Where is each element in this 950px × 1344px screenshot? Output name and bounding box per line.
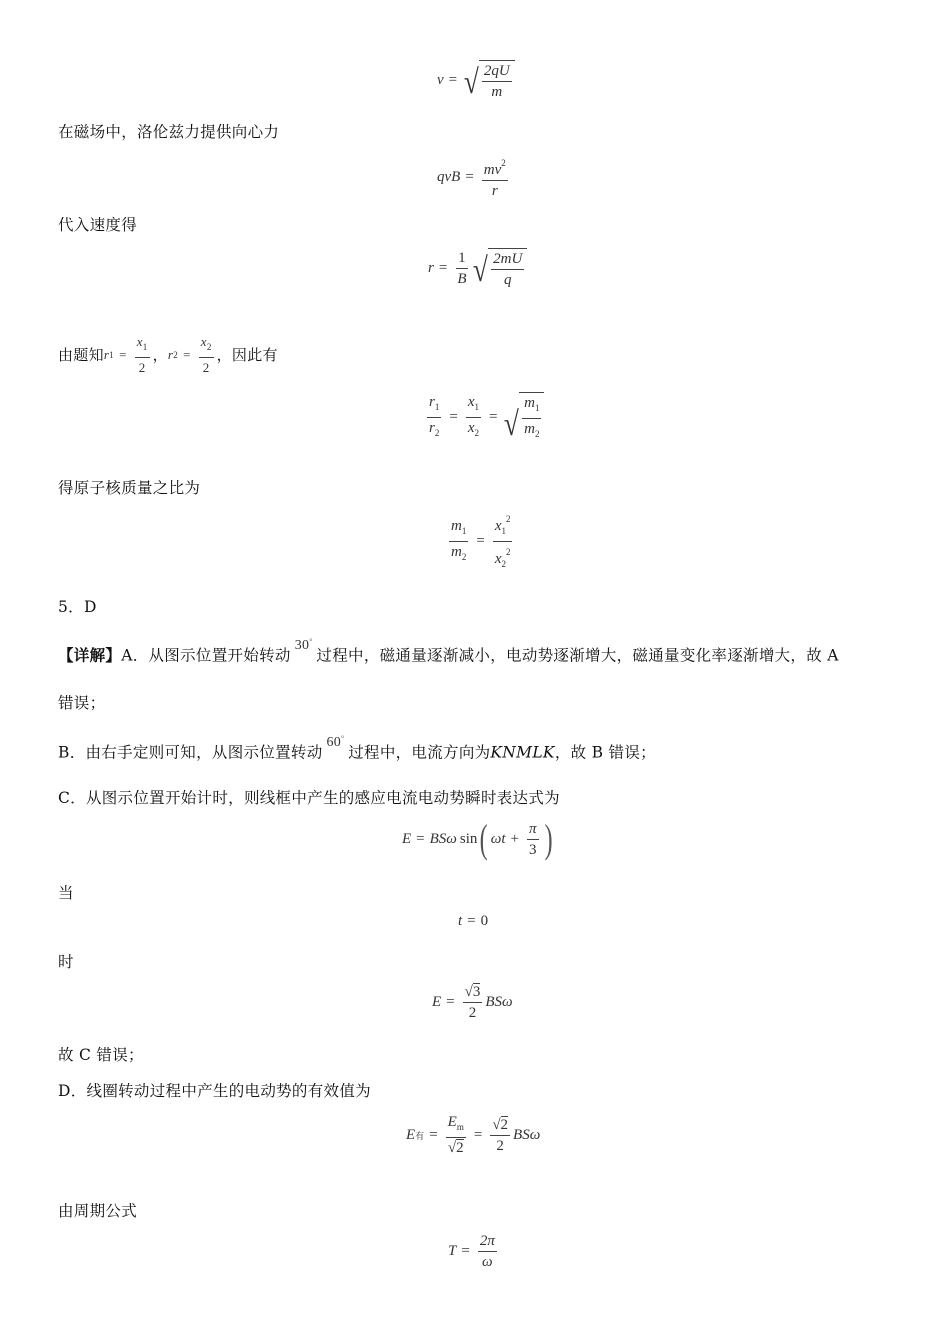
text-substitute: 代入速度得 — [58, 216, 138, 234]
text-given-radii: 由题知 r 1 = $\frac{x_1}{2}$ ， r 2 = $\frac{x_2}{2}$ ，因此有 — [58, 334, 278, 375]
formula-period: T = $\frac{2\pi}{\omega}$ — [448, 1233, 495, 1270]
text-when: 当 — [58, 884, 74, 902]
text-c-wrong: 故 C 错误； — [58, 1046, 144, 1064]
text-lorentz: 在磁场中，洛伦兹力提供向心力 — [58, 123, 280, 141]
formula-emf-rms: E 有 = $\frac{E_m}{√2}$ = $\frac{√2}{2}$ BSω — [406, 1114, 541, 1156]
formula-emf-instant: E = BSω sin ( ωt + $\frac{\pi}{3}$ ) — [402, 816, 553, 861]
text-at-time: 时 — [58, 953, 74, 971]
text-period-formula: 由周期公式 — [58, 1202, 138, 1220]
formula-emf-at-zero: E = $\frac{√3}{2}$ BSω — [432, 984, 513, 1021]
question-5-answer: 5．D — [58, 598, 97, 616]
formula-mass-ratio: $\frac{m_1}{m_2}$ = $\frac{x_1^2}{x_2^2}$ — [446, 511, 515, 572]
detail-b: B．由右手定则可知，从图示位置转动60°过程中，电流方向为KNMLK，故 B 错误； — [58, 734, 656, 762]
text-mass-ratio: 得原子核质量之比为 — [58, 479, 201, 497]
detail-a-line2: 错误； — [58, 694, 106, 712]
formula-radius: r = $\frac{1}{B}$ √ $\frac{2mU}{q}$ — [428, 248, 527, 288]
formula-velocity: v = √ $\frac{2qU}{m}$ — [437, 60, 515, 100]
detail-c: C．从图示位置开始计时，则线框中产生的感应电流电动势瞬时表达式为 — [58, 789, 560, 807]
formula-centripetal: qvB = $\frac{mv^2}{r}$ — [437, 155, 511, 199]
detail-d: D．线圈转动过程中产生的电动势的有效值为 — [58, 1082, 371, 1100]
formula-t-zero: t = 0 — [458, 913, 489, 929]
formula-ratio: $\frac{r_1}{r_2}$ = $\frac{x_1}{x_2}$ = √ $\frac{m_1}{m_2}$ — [424, 392, 544, 442]
detail-a-line1: 【详解】A．从图示位置开始转动30°过程中，磁通量逐渐减小，电动势逐渐增大，磁通量变化率逐渐增大，故 A — [58, 637, 839, 665]
